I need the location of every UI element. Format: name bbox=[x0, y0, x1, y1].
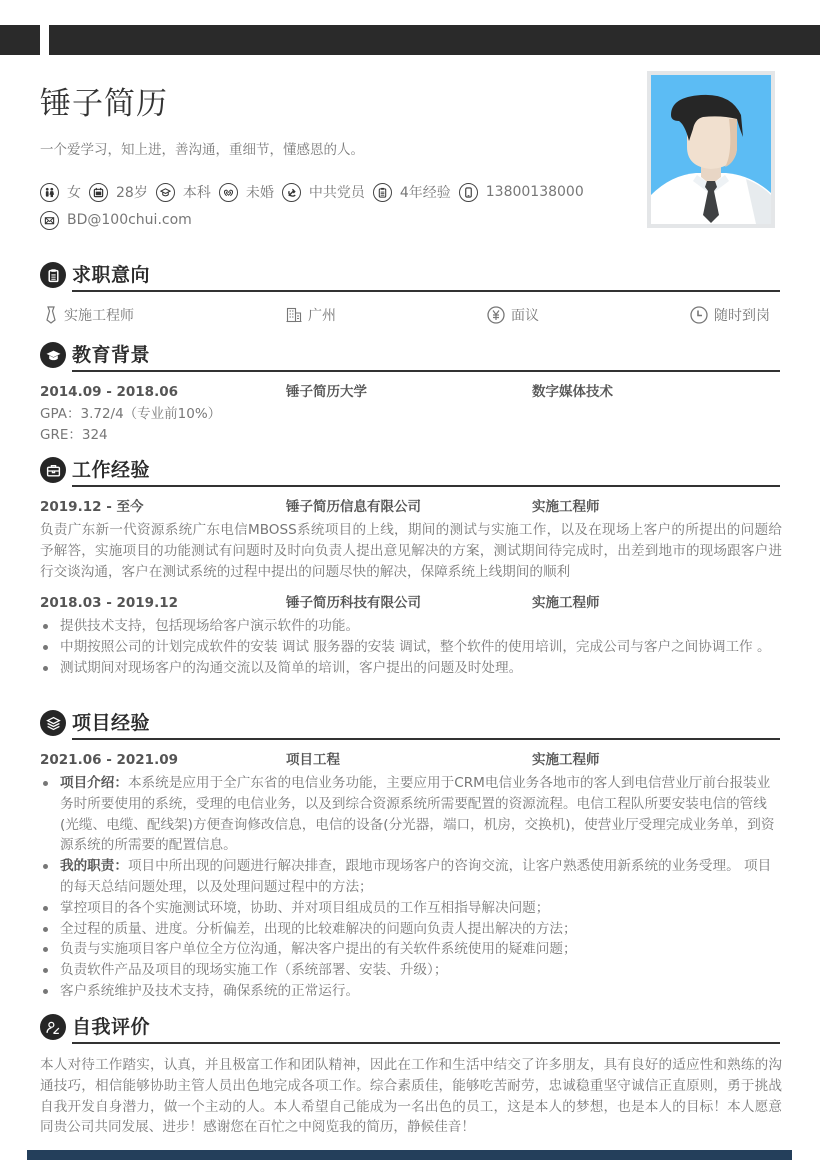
info-phone bbox=[459, 183, 584, 202]
clock-icon bbox=[690, 306, 708, 324]
info-label: 未婚 bbox=[245, 185, 274, 201]
list-item bbox=[40, 939, 782, 960]
info-label: 4年经验 bbox=[399, 185, 451, 201]
intent-label: 随时到岗 bbox=[714, 308, 770, 324]
bullet-lead: 项目介绍： bbox=[60, 775, 128, 791]
clipboard-icon bbox=[373, 183, 392, 202]
project-entry-header bbox=[40, 750, 780, 770]
work-entry-header bbox=[40, 593, 780, 613]
intent-city bbox=[286, 305, 336, 325]
list-item bbox=[40, 919, 782, 940]
info-gender bbox=[40, 182, 81, 202]
section-header-project bbox=[40, 709, 780, 739]
intent-salary bbox=[487, 305, 539, 325]
info-label: 28岁 bbox=[116, 185, 148, 201]
info-age bbox=[89, 182, 148, 202]
list-item bbox=[40, 981, 782, 1002]
work-role: 实施工程师 bbox=[532, 499, 600, 515]
education-period: 2014.09 - 2018.06 bbox=[40, 384, 178, 400]
top-bar bbox=[49, 25, 820, 55]
info-label: BD@100chui.com bbox=[67, 212, 192, 228]
personal-info-row bbox=[40, 181, 592, 203]
avatar bbox=[651, 75, 771, 224]
education-gre: GRE：324 bbox=[40, 427, 108, 443]
education-entry-header bbox=[40, 382, 780, 402]
section-divider bbox=[72, 485, 780, 487]
bullet-text: 项目中所出现的问题进行解决排查，跟地市现场客户的咨询交流，让客户熟悉使用新系统的业务受理。 项目的每天总结问题处理，以及处理问题过程中的方法； bbox=[60, 858, 772, 895]
bullet-text: 负责软件产品及项目的现场实施工作（系统部署、安装、升级）； bbox=[60, 962, 448, 979]
building-icon bbox=[286, 307, 302, 323]
section-divider bbox=[72, 738, 780, 740]
project-period: 2021.06 - 2021.09 bbox=[40, 752, 178, 768]
work-period: 2019.12 - 至今 bbox=[40, 499, 144, 515]
intent-availability bbox=[690, 305, 770, 325]
bullet-lead: 我的职责： bbox=[60, 858, 128, 875]
calendar-icon bbox=[89, 183, 108, 202]
intent-label: 广州 bbox=[308, 308, 336, 324]
bullet-text: 全过程的质量、进度。分析偏差，出现的比较难解决的问题向负责人提出解决的方法； bbox=[60, 920, 577, 937]
project-role: 实施工程师 bbox=[532, 752, 600, 768]
top-bar-left-block bbox=[0, 25, 40, 55]
list-item: 中期按照公司的计划完成软件的安装 调试 服务器的安装 调试，整个软件的使用培训，完成公司与客户之间协调工作 。 bbox=[40, 637, 782, 658]
work-role: 实施工程师 bbox=[532, 595, 600, 611]
self-evaluation-text: 本人对待工作踏实，认真，并且极富工作和团队精神，因此在工作和生活中结交了许多朋友，具有良好的适应性和熟练的沟通技巧，相信能够协助主管人员出色地完成各项工作。综合素质佳，能够吃苦耐劳，忠诚稳重坚守诚信正直原则，勇于挑战自我开发自身潜力，做一个主动的人。本人希望自己能成为一名出色的员工，这是本人的梦想，也是本人的目标！本人愿意同贵公司共同发展、进步！感谢您在百忙之中阅览我的简历，静候佳音！ bbox=[40, 1057, 782, 1136]
section-divider bbox=[72, 370, 780, 372]
clipboard-icon bbox=[40, 262, 66, 288]
info-political bbox=[282, 182, 365, 202]
list-item bbox=[40, 856, 782, 898]
work-period: 2018.03 - 2019.12 bbox=[40, 595, 178, 611]
list-item: 提供技术支持，包括现场给客户演示软件的功能。 bbox=[40, 616, 782, 637]
resume-name: 锤子简历 bbox=[40, 86, 168, 122]
info-label: 女 bbox=[67, 185, 81, 201]
project-name: 项目工程 bbox=[286, 752, 340, 768]
info-experience bbox=[373, 182, 451, 202]
list-item bbox=[40, 898, 782, 919]
graduation-cap-icon bbox=[40, 342, 66, 368]
intent-label: 面议 bbox=[511, 308, 539, 324]
section-title: 教育背景 bbox=[72, 344, 151, 366]
bullet-text: 掌控项目的各个实施测试环境，协助、并对项目组成员的工作互相指导解决问题； bbox=[60, 899, 550, 916]
section-header-intent bbox=[40, 261, 780, 291]
work-bullet-list bbox=[40, 616, 782, 678]
gender-icon bbox=[40, 183, 59, 202]
info-email bbox=[40, 211, 192, 230]
mail-icon bbox=[40, 211, 59, 230]
work-company: 锤子简历信息有限公司 bbox=[286, 499, 421, 515]
section-divider bbox=[72, 1042, 780, 1044]
contact-info-row bbox=[40, 209, 200, 231]
education-major: 数字媒体技术 bbox=[532, 384, 613, 400]
work-description: 负责广东新一代资源系统广东电信MBOSS系统项目的上线，期间的测试与实施工作，以及在现场上客户的所提出的问题给予解答，实施项目的功能测试有问题时及时向负责人提出意见解决的方案，测试期间待完成时，出差到地市的现场跟客户进行交谈沟通，客户在测试系统的过程中提出的问题尽快的解决，保障系统上线期间的顺利 bbox=[40, 522, 782, 580]
bullet-text: 负责与实施项目客户单位全方位沟通，解决客户提出的有关软件系统使用的疑难问题； bbox=[60, 941, 577, 958]
graduation-icon bbox=[156, 183, 175, 202]
intent-label: 实施工程师 bbox=[64, 308, 134, 324]
motto: 一个爱学习，知上进，善沟通，重细节，懂感恩的人。 bbox=[40, 142, 364, 158]
section-title: 工作经验 bbox=[72, 459, 151, 481]
info-degree bbox=[156, 182, 211, 202]
briefcase-icon bbox=[40, 457, 66, 483]
footer-bar bbox=[27, 1150, 792, 1160]
intent-position bbox=[44, 305, 134, 325]
info-label: 13800138000 bbox=[485, 184, 584, 200]
work-company: 锤子简历科技有限公司 bbox=[286, 595, 421, 611]
education-gpa: GPA：3.72/4（专业前10%） bbox=[40, 406, 222, 422]
bullet-text: 本系统是应用于全广东省的电信业务功能，主要应用于CRM电信业务各地市的客人到电信营业厅前台报装业务时所要使用的系统，受理的电信业务，以及到综合资源系统所需要配置的资源流程。电信工程队所要安装电信的管线(光缆、电缆、配线架)方便查询修改信息，电信的设备(分光器，端口，机房，交换机)，使营业厅受理完成业务单，到资源系统的所需要的配置信息。 bbox=[60, 775, 775, 854]
info-label: 本科 bbox=[182, 185, 211, 201]
project-bullet-list bbox=[40, 773, 782, 1002]
section-title: 项目经验 bbox=[72, 712, 151, 734]
layers-icon bbox=[40, 710, 66, 736]
phone-icon bbox=[459, 183, 478, 202]
list-item bbox=[40, 773, 782, 856]
tie-icon bbox=[44, 306, 58, 324]
list-item: 测试期间对现场客户的沟通交流以及简单的培训，客户提出的问题及时处理。 bbox=[40, 658, 782, 679]
party-icon bbox=[282, 183, 301, 202]
job-intent-row bbox=[40, 305, 780, 327]
section-divider bbox=[72, 290, 780, 292]
yen-icon bbox=[487, 306, 505, 324]
section-header-education bbox=[40, 341, 780, 371]
section-header-work bbox=[40, 456, 780, 486]
profile-photo bbox=[647, 71, 775, 228]
section-title: 自我评价 bbox=[72, 1016, 151, 1038]
bullet-text: 客户系统维护及技术支持，确保系统的正常运行。 bbox=[60, 982, 360, 999]
education-school: 锤子简历大学 bbox=[286, 384, 367, 400]
user-edit-icon bbox=[40, 1014, 66, 1040]
hearts-icon bbox=[219, 183, 238, 202]
list-item bbox=[40, 960, 782, 981]
info-label: 中共党员 bbox=[308, 185, 365, 201]
work-entry-header bbox=[40, 497, 780, 517]
info-marital bbox=[219, 182, 274, 202]
section-title: 求职意向 bbox=[72, 264, 151, 286]
section-header-self bbox=[40, 1013, 780, 1043]
